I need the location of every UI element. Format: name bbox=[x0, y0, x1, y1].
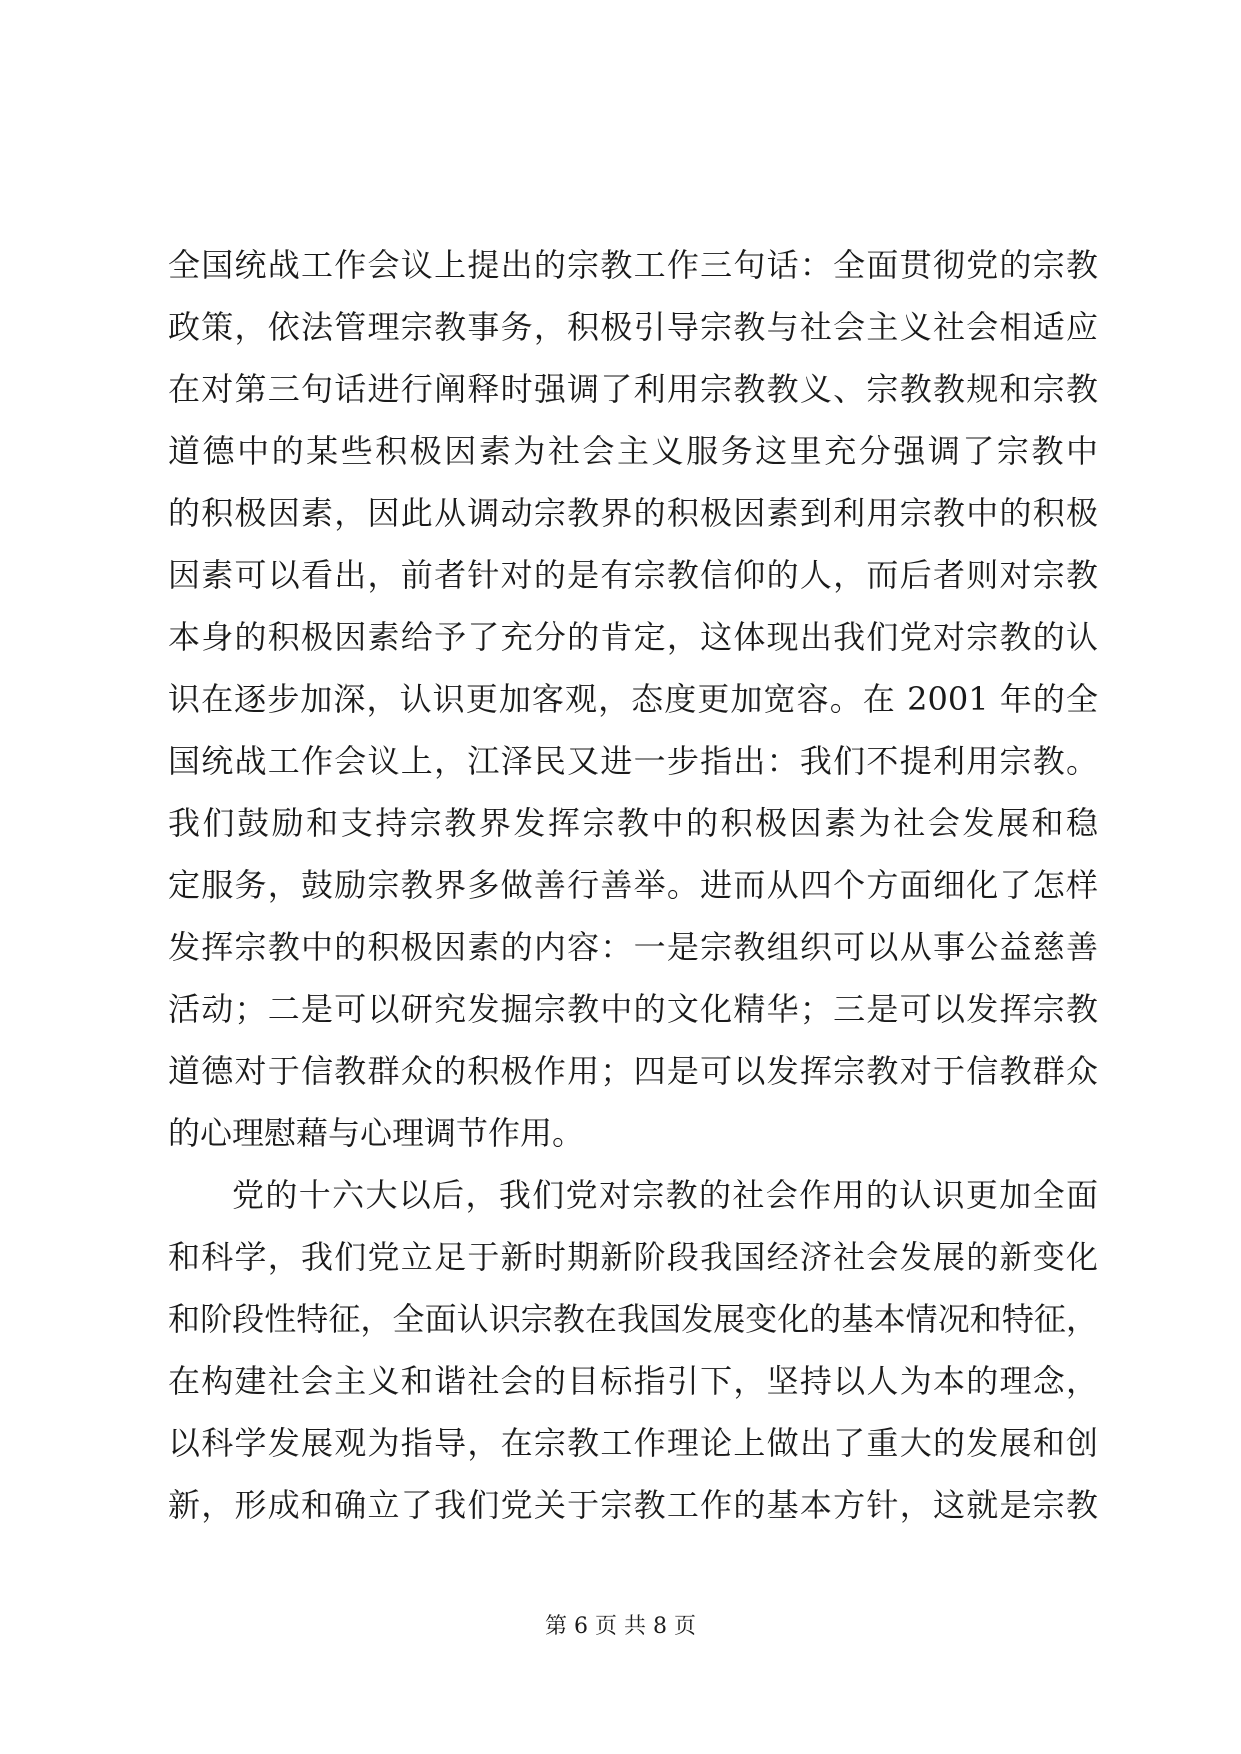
text-line: 的心理慰藉与心理调节作用。 bbox=[168, 1114, 585, 1152]
text-line: 政策，依法管理宗教事务，积极引导宗教与社会主义社会相适应 bbox=[168, 308, 1098, 346]
text-line: 道德中的某些积极因素为社会主义服务这里充分强调了宗教中 bbox=[168, 432, 1098, 470]
text-line: 活动；二是可以研究发掘宗教中的文化精华；三是可以发挥宗教 bbox=[168, 990, 1098, 1028]
page-footer bbox=[0, 1612, 1241, 1642]
text-line: 的积极因素，因此从调动宗教界的积极因素到利用宗教中的积极 bbox=[168, 494, 1098, 532]
text-line: 道德对于信教群众的积极作用；四是可以发挥宗教对于信教群众 bbox=[168, 1052, 1098, 1090]
text-line: 定服务，鼓励宗教界多做善行善举。进而从四个方面细化了怎样 bbox=[168, 866, 1098, 904]
page-number-label: 第 6 页 共 8 页 bbox=[545, 1614, 696, 1639]
text-line: 本身的积极因素给予了充分的肯定，这体现出我们党对宗教的认 bbox=[168, 618, 1098, 656]
text-line: 我们鼓励和支持宗教界发挥宗教中的积极因素为社会发展和稳 bbox=[168, 804, 1098, 842]
text-line: 新，形成和确立了我们党关于宗教工作的基本方针，这就是宗教 bbox=[168, 1486, 1098, 1524]
text-line: 在构建社会主义和谐社会的目标指引下，坚持以人为本的理念， bbox=[168, 1362, 1098, 1400]
text-line: 在对第三句话进行阐释时强调了利用宗教教义、宗教教规和宗教 bbox=[168, 370, 1098, 408]
text-line: 国统战工作会议上，江泽民又进一步指出：我们不提利用宗教。 bbox=[168, 742, 1098, 780]
text-line: 党的十六大以后，我们党对宗教的社会作用的认识更加全面 bbox=[232, 1176, 1098, 1214]
text-line: 全国统战工作会议上提出的宗教工作三句话：全面贯彻党的宗教 bbox=[168, 246, 1098, 284]
body-text bbox=[168, 234, 1098, 1536]
text-line: 因素可以看出，前者针对的是有宗教信仰的人，而后者则对宗教 bbox=[168, 556, 1098, 594]
text-line: 发挥宗教中的积极因素的内容：一是宗教组织可以从事公益慈善 bbox=[168, 928, 1098, 966]
text-line: 和阶段性特征，全面认识宗教在我国发展变化的基本情况和特征， bbox=[168, 1300, 1098, 1338]
text-line: 识在逐步加深，认识更加客观，态度更加宽容。在 2001 年的全 bbox=[168, 680, 1098, 718]
text-line: 以科学发展观为指导，在宗教工作理论上做出了重大的发展和创 bbox=[168, 1424, 1098, 1462]
text-line: 和科学，我们党立足于新时期新阶段我国经济社会发展的新变化 bbox=[168, 1238, 1098, 1276]
